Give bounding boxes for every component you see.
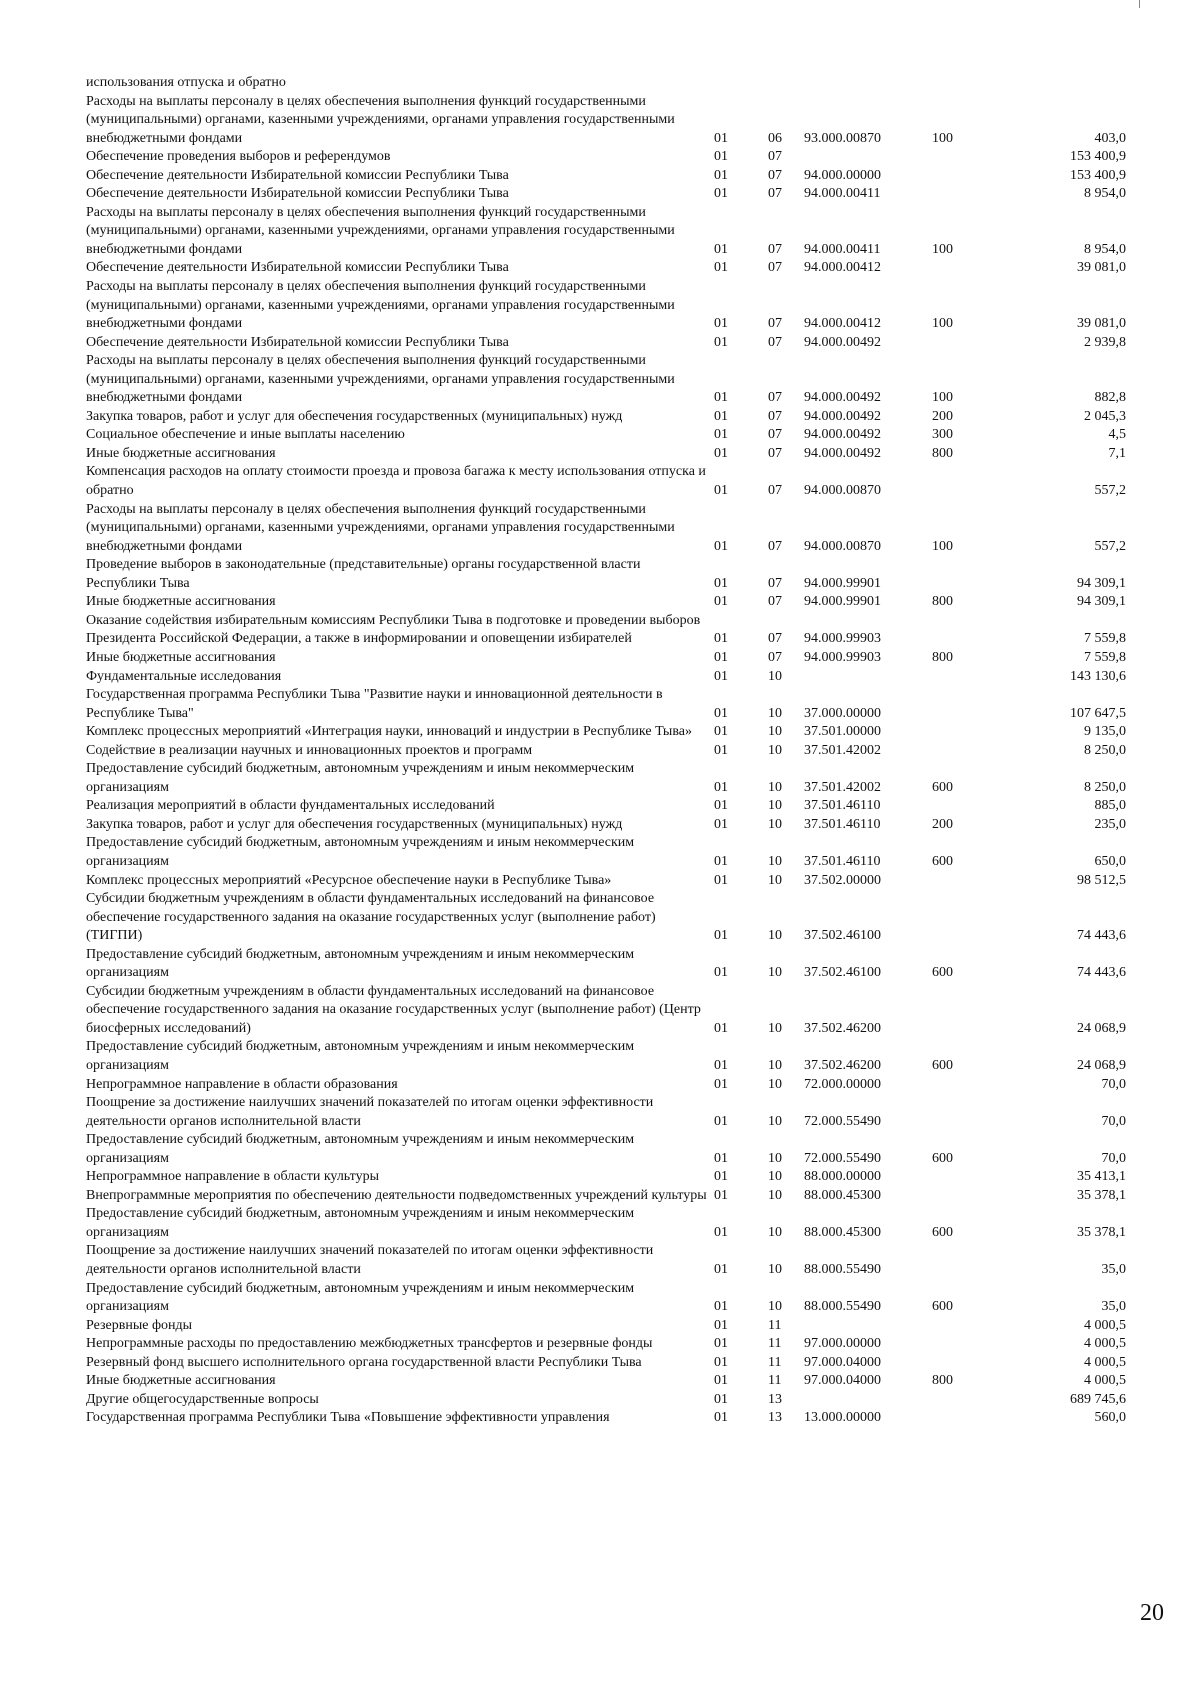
- row-target-article: 94.000.99903: [804, 649, 881, 665]
- table-row: [86, 1317, 1126, 1336]
- row-section-code: 01: [714, 1169, 728, 1185]
- row-section-code: 01: [714, 260, 728, 276]
- row-amount: 4 000,5: [1084, 1317, 1126, 1333]
- row-subsection-code: 10: [768, 1020, 782, 1036]
- table-row: [86, 593, 1126, 612]
- row-target-article: 94.000.00492: [804, 445, 881, 461]
- row-subsection-code: 10: [768, 965, 782, 981]
- row-subsection-code: 10: [768, 816, 782, 832]
- row-target-article: 88.000.45300: [804, 1187, 881, 1203]
- row-expense-type: 800: [932, 445, 953, 461]
- row-name: Содействие в реализации научных и инновационных проектов и программ: [86, 742, 533, 758]
- row-subsection-code: 11: [768, 1336, 782, 1352]
- row-subsection-code: 07: [768, 334, 782, 350]
- row-section-code: 01: [714, 445, 728, 461]
- row-name: Комплекс процессных мероприятий «Интеграция науки, инноваций и индустрии в Республике Тыва»: [86, 724, 692, 740]
- row-subsection-code: 10: [768, 928, 782, 944]
- row-name: использования отпуска и обратно: [86, 75, 286, 90]
- row-amount: 885,0: [1094, 798, 1126, 814]
- table-row: [86, 185, 1126, 204]
- table-row: [86, 1409, 1126, 1428]
- table-row: [86, 556, 1126, 593]
- row-amount: 35,0: [1101, 1262, 1126, 1277]
- row-section-code: 01: [714, 167, 728, 183]
- row-amount: 650,0: [1094, 853, 1126, 869]
- row-name: Непрограммные расходы по предоставлению межбюджетных трансфертов и резервные фонды: [86, 1336, 653, 1352]
- row-name: Расходы на выплаты персоналу в целях обеспечения выполнения функций государственными (муниципальными) органами, казенными учреждениями, органами управления государственными внебюджетными фондами: [86, 501, 675, 554]
- row-section-code: 01: [714, 427, 728, 443]
- row-amount: 70,0: [1101, 1076, 1126, 1092]
- row-name: Социальное обеспечение и иные выплаты населению: [86, 427, 405, 443]
- row-target-article: 94.000.00412: [804, 316, 881, 332]
- row-target-article: 94.000.99901: [804, 594, 881, 610]
- row-expense-type: 300: [932, 427, 953, 443]
- table-row: [86, 1335, 1126, 1354]
- table-row: [86, 816, 1126, 835]
- row-amount: 8 954,0: [1084, 186, 1126, 202]
- row-section-code: 01: [714, 408, 728, 424]
- row-subsection-code: 10: [768, 1057, 782, 1073]
- table-row: [86, 1391, 1126, 1410]
- row-name: Иные бюджетные ассигнования: [86, 445, 276, 461]
- budget-table: [86, 74, 1126, 1428]
- row-section-code: 01: [714, 241, 728, 257]
- table-row: [86, 1094, 1126, 1131]
- row-name: Иные бюджетные ассигнования: [86, 649, 276, 665]
- table-row: [86, 93, 1126, 149]
- row-section-code: 01: [714, 1113, 728, 1129]
- row-amount: 39 081,0: [1077, 260, 1126, 276]
- row-name: Поощрение за достижение наилучших значений показателей по итогам оценки эффективности деятельности органов исполнительной власти: [86, 1095, 654, 1129]
- row-target-article: 37.501.46110: [804, 853, 881, 869]
- row-expense-type: 600: [932, 1150, 953, 1166]
- row-section-code: 01: [714, 1317, 728, 1333]
- row-target-article: 72.000.55490: [804, 1113, 881, 1129]
- row-amount: 7 559,8: [1084, 631, 1126, 647]
- row-section-code: 01: [714, 1373, 728, 1389]
- table-row: [86, 872, 1126, 891]
- row-subsection-code: 07: [768, 445, 782, 461]
- row-section-code: 01: [714, 575, 728, 591]
- table-row: [86, 686, 1126, 723]
- row-expense-type: 800: [932, 649, 953, 665]
- row-target-article: 97.000.04000: [804, 1354, 881, 1370]
- row-name: Поощрение за достижение наилучших значений показателей по итогам оценки эффективности деятельности органов исполнительной власти: [86, 1243, 654, 1277]
- row-target-article: 94.000.00492: [804, 408, 881, 424]
- row-name: Закупка товаров, работ и услуг для обеспечения государственных (муниципальных) нужд: [86, 408, 623, 424]
- row-expense-type: 800: [932, 1373, 953, 1389]
- row-name: Другие общегосударственные вопросы: [86, 1391, 319, 1407]
- row-subsection-code: 07: [768, 631, 782, 647]
- row-amount: 882,8: [1094, 390, 1126, 406]
- row-target-article: 88.000.55490: [804, 1262, 881, 1277]
- row-amount: 35 378,1: [1077, 1187, 1126, 1203]
- row-section-code: 01: [714, 538, 728, 554]
- row-target-article: 94.000.00870: [804, 483, 881, 499]
- row-amount: 74 443,6: [1077, 928, 1126, 944]
- row-name: Закупка товаров, работ и услуг для обеспечения государственных (муниципальных) нужд: [86, 816, 623, 832]
- row-amount: 403,0: [1094, 130, 1126, 146]
- table-row: [86, 1372, 1126, 1391]
- table-row: [86, 649, 1126, 668]
- table-row: [86, 797, 1126, 816]
- row-subsection-code: 07: [768, 316, 782, 332]
- table-row: [86, 1076, 1126, 1095]
- table-row: [86, 352, 1126, 408]
- row-amount: 70,0: [1101, 1150, 1126, 1166]
- row-subsection-code: 11: [768, 1317, 782, 1333]
- row-name: Предоставление субсидий бюджетным, автономным учреждениям и иным некоммерческим организациям: [86, 761, 635, 795]
- row-section-code: 01: [714, 779, 728, 795]
- table-row: [86, 501, 1126, 557]
- row-subsection-code: 10: [768, 1076, 782, 1092]
- row-subsection-code: 07: [768, 538, 782, 554]
- row-amount: 98 512,5: [1077, 872, 1126, 888]
- row-name: Непрограммное направление в области культуры: [86, 1169, 379, 1185]
- row-expense-type: 600: [932, 1057, 953, 1073]
- table-row: [86, 1354, 1126, 1373]
- table-row: [86, 259, 1126, 278]
- table-row: [86, 1242, 1126, 1279]
- table-row: [86, 463, 1126, 500]
- row-name: Реализация мероприятий в области фундаментальных исследований: [86, 798, 495, 814]
- page-number: 20: [1140, 1600, 1164, 1626]
- row-amount: 560,0: [1094, 1410, 1126, 1426]
- table-row: [86, 408, 1126, 427]
- row-subsection-code: 07: [768, 427, 782, 443]
- row-name: Непрограммное направление в области образования: [86, 1076, 398, 1092]
- row-name: Предоставление субсидий бюджетным, автономным учреждениям и иным некоммерческим организациям: [86, 1039, 635, 1073]
- row-amount: 24 068,9: [1077, 1020, 1126, 1036]
- row-amount: 689 745,6: [1070, 1391, 1126, 1407]
- row-name: Иные бюджетные ассигнования: [86, 1373, 276, 1389]
- row-amount: 7 559,8: [1084, 649, 1126, 665]
- row-amount: 107 647,5: [1070, 705, 1126, 721]
- row-amount: 8 954,0: [1084, 241, 1126, 257]
- row-amount: 35,0: [1101, 1299, 1126, 1315]
- row-expense-type: 600: [932, 853, 953, 869]
- row-name: Государственная программа Республики Тыва "Развитие науки и инновационной деятельности в Республике Тыва": [86, 687, 663, 721]
- row-name: Предоставление субсидий бюджетным, автономным учреждениям и иным некоммерческим организациям: [86, 835, 635, 869]
- row-section-code: 01: [714, 631, 728, 647]
- row-target-article: 88.000.55490: [804, 1299, 881, 1315]
- row-section-code: 01: [714, 334, 728, 350]
- table-row: [86, 445, 1126, 464]
- row-subsection-code: 11: [768, 1373, 782, 1389]
- row-target-article: 37.501.46110: [804, 816, 881, 832]
- table-row: [86, 760, 1126, 797]
- row-name: Обеспечение деятельности Избирательной комиссии Республики Тыва: [86, 167, 509, 183]
- row-section-code: 01: [714, 872, 728, 888]
- table-row: [86, 742, 1126, 761]
- row-name: Субсидии бюджетным учреждениям в области фундаментальных исследований на финансовое обеспечение государственного задания на оказание государственных услуг (выполнение работ) (Центр биосферных исследований): [86, 983, 701, 1036]
- row-amount: 4 000,5: [1084, 1354, 1126, 1370]
- row-name: Субсидии бюджетным учреждениям в области фундаментальных исследований на финансовое обеспечение государственного задания на оказание государственных услуг (выполнение работ) (ТИГПИ): [86, 891, 656, 944]
- row-target-article: 94.000.00411: [804, 186, 881, 202]
- row-section-code: 01: [714, 1076, 728, 1092]
- row-subsection-code: 10: [768, 798, 782, 814]
- row-expense-type: 600: [932, 965, 953, 981]
- table-row: [86, 148, 1126, 167]
- row-section-code: 01: [714, 1336, 728, 1352]
- row-target-article: 37.501.42002: [804, 742, 881, 758]
- row-expense-type: 600: [932, 1299, 953, 1315]
- row-amount: 4,5: [1108, 427, 1126, 443]
- row-amount: 2 045,3: [1084, 408, 1126, 424]
- row-subsection-code: 10: [768, 1169, 782, 1185]
- row-expense-type: 200: [932, 816, 953, 832]
- row-name: Обеспечение деятельности Избирательной комиссии Республики Тыва: [86, 334, 509, 350]
- table-row: [86, 1205, 1126, 1242]
- row-subsection-code: 10: [768, 1299, 782, 1315]
- row-section-code: 01: [714, 316, 728, 332]
- row-target-article: 94.000.00411: [804, 241, 881, 257]
- row-target-article: 97.000.00000: [804, 1336, 881, 1352]
- row-name: Предоставление субсидий бюджетным, автономным учреждениям и иным некоммерческим организациям: [86, 1280, 635, 1315]
- row-amount: 94 309,1: [1077, 575, 1126, 591]
- row-section-code: 01: [714, 149, 728, 165]
- row-section-code: 01: [714, 1224, 728, 1240]
- row-amount: 35 413,1: [1077, 1169, 1126, 1185]
- row-amount: 94 309,1: [1077, 594, 1126, 610]
- row-section-code: 01: [714, 483, 728, 499]
- row-amount: 557,2: [1094, 538, 1126, 554]
- row-target-article: 37.501.46110: [804, 798, 881, 814]
- row-name: Обеспечение проведения выборов и референдумов: [86, 149, 391, 165]
- row-target-article: 37.502.46100: [804, 965, 881, 981]
- row-target-article: 37.502.46100: [804, 928, 881, 944]
- row-amount: 8 250,0: [1084, 779, 1126, 795]
- table-row: [86, 1187, 1126, 1206]
- row-target-article: 94.000.00492: [804, 427, 881, 443]
- row-name: Резервные фонды: [86, 1317, 193, 1333]
- row-subsection-code: 10: [768, 668, 782, 684]
- row-expense-type: 800: [932, 594, 953, 610]
- row-target-article: 94.000.00492: [804, 390, 881, 406]
- row-expense-type: 100: [932, 538, 953, 554]
- row-target-article: 94.000.99901: [804, 575, 881, 591]
- row-amount: 2 939,8: [1084, 334, 1126, 350]
- row-subsection-code: 07: [768, 483, 782, 499]
- row-subsection-code: 06: [768, 130, 782, 146]
- row-section-code: 01: [714, 1262, 728, 1277]
- row-expense-type: 600: [932, 779, 953, 795]
- row-name: Внепрограммные мероприятия по обеспечению деятельности подведомственных учреждений культуры: [86, 1187, 707, 1203]
- row-name: Предоставление субсидий бюджетным, автономным учреждениям и иным некоммерческим организациям: [86, 946, 635, 981]
- row-amount: 153 400,9: [1070, 149, 1126, 165]
- row-subsection-code: 10: [768, 1262, 782, 1277]
- row-name: Проведение выборов в законодательные (представительные) органы государственной власти Республики Тыва: [86, 557, 641, 591]
- row-section-code: 01: [714, 1299, 728, 1315]
- row-section-code: 01: [714, 724, 728, 740]
- row-subsection-code: 10: [768, 1224, 782, 1240]
- table-row: [86, 668, 1126, 687]
- row-name: Фундаментальные исследования: [86, 668, 282, 684]
- row-subsection-code: 07: [768, 575, 782, 591]
- table-row: [86, 612, 1126, 649]
- row-target-article: 72.000.00000: [804, 1076, 881, 1092]
- row-subsection-code: 07: [768, 408, 782, 424]
- row-expense-type: 100: [932, 390, 953, 406]
- row-section-code: 01: [714, 816, 728, 832]
- row-name: Государственная программа Республики Тыва «Повышение эффективности управления: [86, 1410, 610, 1426]
- row-subsection-code: 07: [768, 649, 782, 665]
- row-name: Расходы на выплаты персоналу в целях обеспечения выполнения функций государственными (муниципальными) органами, казенными учреждениями, органами управления государственными внебюджетными фондами: [86, 353, 675, 406]
- row-subsection-code: 10: [768, 742, 782, 758]
- table-row: [86, 723, 1126, 742]
- row-target-article: 93.000.00870: [804, 130, 881, 146]
- row-subsection-code: 10: [768, 779, 782, 795]
- row-amount: 7,1: [1108, 445, 1126, 461]
- row-subsection-code: 07: [768, 167, 782, 183]
- row-expense-type: 100: [932, 316, 953, 332]
- row-section-code: 01: [714, 928, 728, 944]
- row-target-article: 37.502.46200: [804, 1020, 881, 1036]
- row-target-article: 72.000.55490: [804, 1150, 881, 1166]
- row-name: Оказание содействия избирательным комиссиям Республики Тыва в подготовке и проведении выборов Президента Российской Федерации, а также в информировании и оповещении избирателей: [86, 612, 701, 647]
- row-target-article: 97.000.04000: [804, 1373, 881, 1389]
- row-subsection-code: 07: [768, 594, 782, 610]
- row-target-article: 37.000.00000: [804, 705, 881, 721]
- row-subsection-code: 13: [768, 1410, 782, 1426]
- table-row: [86, 334, 1126, 353]
- row-target-article: 88.000.45300: [804, 1224, 881, 1240]
- row-amount: 4 000,5: [1084, 1336, 1126, 1352]
- table-row: [86, 890, 1126, 946]
- row-target-article: 37.502.00000: [804, 872, 881, 888]
- row-section-code: 01: [714, 1020, 728, 1036]
- row-section-code: 01: [714, 965, 728, 981]
- row-section-code: 01: [714, 390, 728, 406]
- row-subsection-code: 07: [768, 186, 782, 202]
- row-amount: 70,0: [1101, 1113, 1126, 1129]
- row-amount: 143 130,6: [1070, 668, 1126, 684]
- row-subsection-code: 10: [768, 1150, 782, 1166]
- row-expense-type: 600: [932, 1224, 953, 1240]
- row-subsection-code: 07: [768, 390, 782, 406]
- row-name: Обеспечение деятельности Избирательной комиссии Республики Тыва: [86, 260, 509, 276]
- row-subsection-code: 07: [768, 241, 782, 257]
- table-row: [86, 278, 1126, 334]
- row-section-code: 01: [714, 1354, 728, 1370]
- row-section-code: 01: [714, 742, 728, 758]
- row-name: Расходы на выплаты персоналу в целях обеспечения выполнения функций государственными (муниципальными) органами, казенными учреждениями, органами управления государственными внебюджетными фондами: [86, 93, 675, 146]
- row-target-article: 37.501.00000: [804, 724, 881, 740]
- row-subsection-code: 10: [768, 705, 782, 721]
- row-name: Предоставление субсидий бюджетным, автономным учреждениям и иным некоммерческим организациям: [86, 1206, 635, 1240]
- table-row: [86, 983, 1126, 1039]
- row-section-code: 01: [714, 130, 728, 146]
- row-name: Расходы на выплаты персоналу в целях обеспечения выполнения функций государственными (муниципальными) органами, казенными учреждениями, органами управления государственными внебюджетными фондами: [86, 204, 675, 257]
- row-amount: 235,0: [1094, 816, 1126, 832]
- row-section-code: 01: [714, 649, 728, 665]
- table-row: [86, 1168, 1126, 1187]
- row-name: Иные бюджетные ассигнования: [86, 594, 276, 610]
- row-subsection-code: 10: [768, 724, 782, 740]
- row-amount: 557,2: [1094, 483, 1126, 499]
- row-section-code: 01: [714, 186, 728, 202]
- row-amount: 24 068,9: [1077, 1057, 1126, 1073]
- row-section-code: 01: [714, 1187, 728, 1203]
- row-amount: 4 000,5: [1084, 1373, 1126, 1389]
- table-row: [86, 1280, 1126, 1317]
- row-section-code: 01: [714, 668, 728, 684]
- row-amount: 153 400,9: [1070, 167, 1126, 183]
- row-section-code: 01: [714, 1391, 728, 1407]
- row-subsection-code: 10: [768, 1187, 782, 1203]
- scan-edge-mark: [1139, 0, 1140, 8]
- row-subsection-code: 10: [768, 1113, 782, 1129]
- row-target-article: 37.501.42002: [804, 779, 881, 795]
- row-section-code: 01: [714, 1150, 728, 1166]
- row-section-code: 01: [714, 1410, 728, 1426]
- row-section-code: 01: [714, 853, 728, 869]
- row-target-article: 13.000.00000: [804, 1410, 881, 1426]
- row-subsection-code: 07: [768, 149, 782, 165]
- table-row: [86, 204, 1126, 260]
- row-name: Резервный фонд высшего исполнительного органа государственной власти Республики Тыва: [86, 1354, 642, 1370]
- table-row: [86, 426, 1126, 445]
- row-expense-type: 100: [932, 130, 953, 146]
- table-row: [86, 946, 1126, 983]
- row-name: Компенсация расходов на оплату стоимости проезда и провоза багажа к месту использования отпуска и обратно: [86, 464, 706, 499]
- table-row: [86, 74, 1126, 93]
- row-target-article: 94.000.99903: [804, 631, 881, 647]
- row-name: Расходы на выплаты персоналу в целях обеспечения выполнения функций государственными (муниципальными) органами, казенными учреждениями, органами управления государственными внебюджетными фондами: [86, 279, 675, 332]
- row-subsection-code: 07: [768, 260, 782, 276]
- row-subsection-code: 10: [768, 853, 782, 869]
- row-subsection-code: 13: [768, 1391, 782, 1407]
- row-amount: 39 081,0: [1077, 316, 1126, 332]
- table-row: [86, 1038, 1126, 1075]
- row-section-code: 01: [714, 798, 728, 814]
- row-amount: 8 250,0: [1084, 742, 1126, 758]
- row-target-article: 94.000.00000: [804, 167, 881, 183]
- row-target-article: 94.000.00492: [804, 334, 881, 350]
- table-row: [86, 167, 1126, 186]
- row-amount: 74 443,6: [1077, 965, 1126, 981]
- row-section-code: 01: [714, 594, 728, 610]
- row-target-article: 37.502.46200: [804, 1057, 881, 1073]
- row-target-article: 94.000.00870: [804, 538, 881, 554]
- row-amount: 9 135,0: [1084, 724, 1126, 740]
- row-section-code: 01: [714, 1057, 728, 1073]
- row-expense-type: 200: [932, 408, 953, 424]
- row-amount: 35 378,1: [1077, 1224, 1126, 1240]
- row-subsection-code: 10: [768, 872, 782, 888]
- row-subsection-code: 11: [768, 1354, 782, 1370]
- row-target-article: 88.000.00000: [804, 1169, 881, 1185]
- row-name: Предоставление субсидий бюджетным, автономным учреждениям и иным некоммерческим организациям: [86, 1132, 635, 1166]
- row-target-article: 94.000.00412: [804, 260, 881, 276]
- row-name: Комплекс процессных мероприятий «Ресурсное обеспечение науки в Республике Тыва»: [86, 872, 612, 888]
- table-row: [86, 1131, 1126, 1168]
- row-name: Обеспечение деятельности Избирательной комиссии Республики Тыва: [86, 186, 509, 202]
- row-section-code: 01: [714, 705, 728, 721]
- table-row: [86, 834, 1126, 871]
- row-expense-type: 100: [932, 241, 953, 257]
